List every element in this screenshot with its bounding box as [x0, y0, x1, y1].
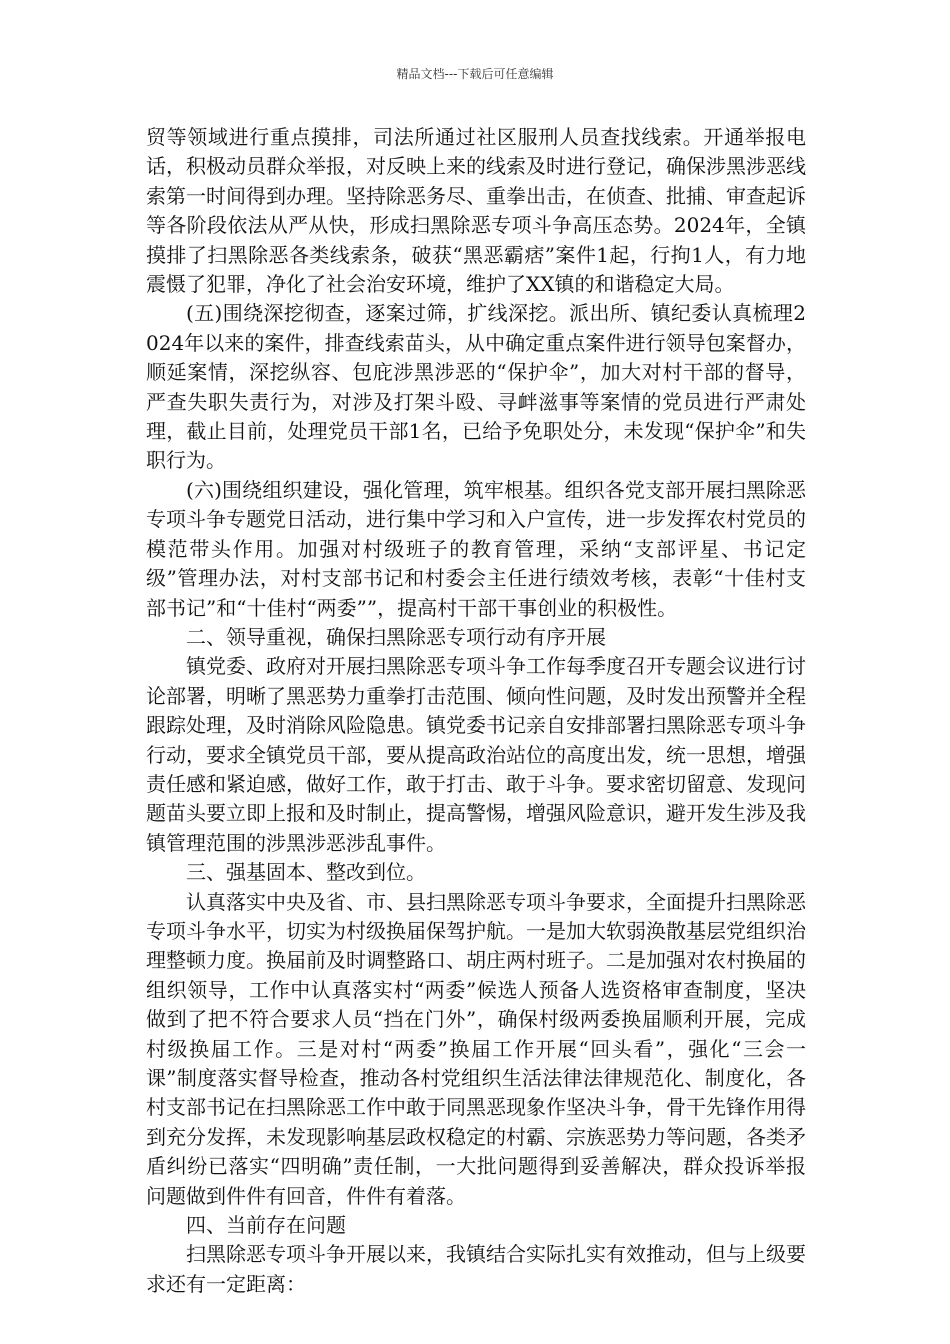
paragraph-problems: 扫黑除恶专项斗争开展以来，我镇结合实际扎实有效推动，但与上级要求还有一定距离：: [146, 1242, 806, 1296]
page-header: 精品文档---下载后可任意编辑: [396, 67, 554, 81]
paragraph-rectification: 认真落实中央及省、市、县扫黑除恶专项斗争要求，全面提升扫黑除恶专项斗争水平，切实为村级换届保驾护航。一是加大软弱涣散基层党组织治理整顿力度。换届前及时调整路口、胡庄两村班子。二是加强对农村换届的组织领导，工作中认真落实村“两委”候选人预备人选资格审查制度，坚决做到了把不符合要求人员“挡在门外”，确保村级两委换届顺利开展，完成村级换届工作。三是对村“两委”换届工作开展“回头看”，强化“三会一课”制度落实督导检查，推动各村党组织生活法律法律规范化、制度化，各村支部书记在扫黑除恶工作中敢于同黑恶现象作坚决斗争，骨干先锋作用得到充分发挥，未发现影响基层政权稳定的村霸、宗族恶势力等问题，各类矛盾纠纷已落实“四明确”责任制，一大批问题得到妥善解决，群众投诉举报问题做到件件有回音，件件有着落。: [146, 889, 806, 1208]
paragraph-continuation: 贸等领域进行重点摸排，司法所通过社区服刑人员查找线索。开通举报电话，积极动员群众举报，对反映上来的线索及时进行登记，确保涉黑涉恶线索第一时间得到办理。坚持除恶务尽、重拳出击，在侦查、批捕、审查起诉等各阶段依法从严从快，形成扫黑除恶专项斗争高压态势。2024年，全镇摸排了扫黑除恶各类线索条，破获“黑恶霸痞”案件1起，行拘1人，有力地震慑了犯罪，净化了社会治安环境，维护了XX镇的和谐稳定大局。: [146, 125, 806, 297]
heading-section-3: 三、强基固本、整改到位。: [186, 860, 426, 885]
heading-section-2: 二、领导重视，确保扫黑除恶专项行动有序开展: [186, 624, 606, 649]
heading-section-4: 四、当前存在问题: [186, 1213, 346, 1238]
paragraph-section-5: (五)围绕深挖彻查，逐案过筛，扩线深挖。派出所、镇纪委认真梳理2024年以来的案件，排查线索苗头，从中确定重点案件进行领导包案督办，顺延案情，深挖纵容、包庇涉黑涉恶的“保护伞”，加大对村干部的督导，严查失职失责行为，对涉及打架斗殴、寻衅滋事等案情的党员进行严肃处理，截止目前，处理党员干部1名，已给予免职处分，未发现“保护伞”和失职行为。: [146, 301, 806, 473]
document-body: [146, 123, 806, 1299]
paragraph-leadership: 镇党委、政府对开展扫黑除恶专项斗争工作每季度召开专题会议进行讨论部署，明晰了黑恶势力重拳打击范围、倾向性问题，及时发出预警并全程跟踪处理，及时消除风险隐患。镇党委书记亲自安排部署扫黑除恶专项斗争行动，要求全镇党员干部，要从提高政治站位的高度出发，统一思想，增强责任感和紧迫感，做好工作，敢于打击、敢于斗争。要求密切留意、发现问题苗头要立即上报和及时制止，提高警惕，增强风险意识，避开发生涉及我镇管理范围的涉黑涉恶涉乱事件。: [146, 654, 806, 855]
paragraph-section-6: (六)围绕组织建设，强化管理，筑牢根基。组织各党支部开展扫黑除恶专项斗争专题党日活动，进行集中学习和入户宣传，进一步发挥农村党员的模范带头作用。加强对村级班子的教育管理，采纳“支部评星、书记定级”管理办法，对村支部书记和村委会主任进行绩效考核，表彰“十佳村支部书记”和“十佳村“两委””，提高村干部干事创业的积极性。: [146, 477, 806, 620]
